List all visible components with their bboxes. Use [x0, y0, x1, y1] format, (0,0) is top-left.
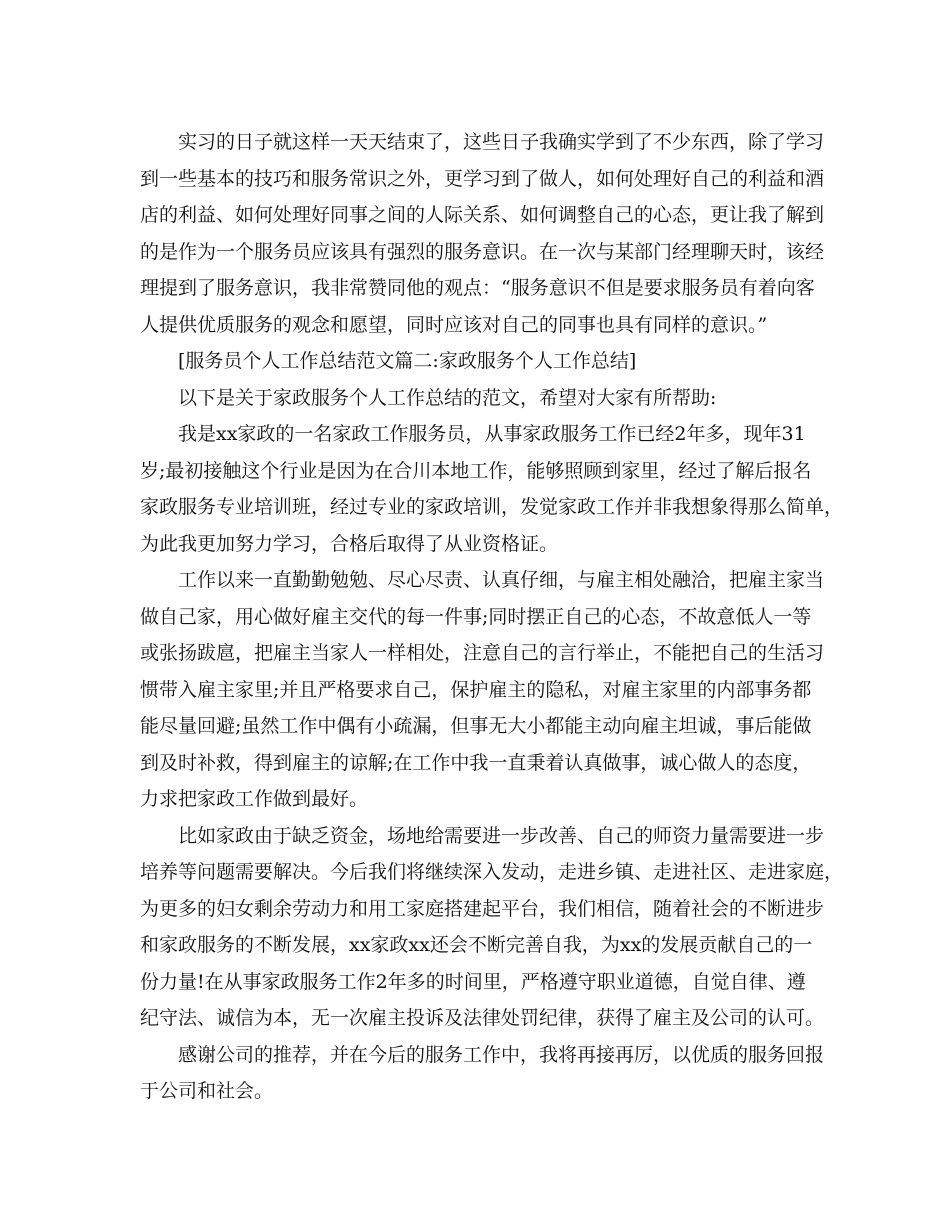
- text-line: 于公司和社会。: [140, 1080, 274, 1102]
- text-line: 岁;最初接触这个行业是因为在合川本地工作，能够照顾到家里，经过了解后报名: [140, 459, 812, 482]
- paragraph-background: [140, 416, 844, 562]
- text-line: 惯带入雇主家里;并且严格要求自己，保护雇主的隐私，对雇主家里的内部事务都: [140, 678, 812, 701]
- text-line: 培养等问题需要解决。今后我们将继续深入发动，走进乡镇、走进社区、走进家庭，: [140, 861, 844, 883]
- paragraph-section-heading: [140, 343, 820, 380]
- text-line: 做自己家，用心做好雇主交代的每一件事;同时摆正自己的心态，不故意低人一等: [140, 605, 812, 628]
- text-line: 纪守法、诚信为本，无一次雇主投诉及法律处罚纪律，获得了雇主及公司的认可。: [140, 1007, 825, 1029]
- paragraph-internship-summary: [140, 124, 825, 343]
- text-line: 为更多的妇女剩余劳动力和用工家庭搭建起平台，我们相信，随着社会的不断进步: [140, 897, 825, 920]
- paragraph-intro: [140, 380, 820, 417]
- text-line: 力求把家政工作做到最好。: [140, 788, 369, 810]
- text-line: 为此我更加努力学习，合格后取得了从业资格证。: [140, 532, 559, 555]
- text-line: 到及时补救，得到雇主的谅解;在工作中我一直秉着认真做事，诚心做人的态度，: [140, 751, 812, 774]
- text-line: 实习的日子就这样一天天结束了，这些日子我确实学到了不少东西，除了学习: [178, 131, 825, 153]
- text-line: 我是xx家政的一名家政工作服务员，从事家政服务工作已经2年多，现年31: [178, 423, 806, 445]
- text-line: 店的利益、如何处理好同事之间的人际关系、如何调整自己的心态，更让我了解到: [140, 204, 825, 226]
- text-line: 感谢公司的推荐，并在今后的服务工作中，我将再接再厉，以优质的服务回报: [178, 1043, 825, 1066]
- text-line: 比如家政由于缺乏资金，场地给需要进一步改善、自己的师资力量需要进一步: [178, 824, 825, 847]
- text-line: 家政服务专业培训班，经过专业的家政培训，发觉家政工作并非我想象得那么简单，: [140, 496, 844, 518]
- paragraph-work-attitude: [140, 562, 825, 818]
- text-line: 或张扬跋扈，把雇主当家人一样相处，注意自己的言行举止，不能把自己的生活习: [140, 642, 825, 664]
- text-line: 理提到了服务意识，我非常赞同他的观点：“服务意识不但是要求服务员有着向客: [140, 277, 815, 299]
- text-line: 的是作为一个服务员应该具有强烈的服务意识。在一次与某部门经理聊天时，该经: [140, 240, 825, 263]
- paragraph-future-plans: [140, 818, 844, 1037]
- text-line: 能尽量回避;虽然工作中偶有小疏漏，但事无大小都能主动向雇主坦诚，事后能做: [140, 715, 812, 737]
- text-line: 工作以来一直勤勤勉勉、尽心尽责、认真仔细，与雇主相处融洽，把雇主家当: [178, 569, 825, 591]
- text-line: 到一些基本的技巧和服务常识之外，更学习到了做人，如何处理好自己的利益和酒: [140, 167, 825, 190]
- paragraph-thanks: [140, 1037, 825, 1110]
- section-heading: [服务员个人工作总结范文篇二:家政服务个人工作总结]: [178, 350, 637, 372]
- text-line: 和家政服务的不断发展，xx家政xx还会不断完善自我，为xx的发展贡献自己的一: [140, 934, 813, 956]
- text-line: 以下是关于家政服务个人工作总结的范文，希望对大家有所帮助:: [178, 386, 717, 409]
- text-line: 份力量!在从事家政服务工作2年多的时间里，严格遵守职业道德，自觉自律、遵: [140, 970, 806, 993]
- document-body: [140, 124, 844, 1110]
- text-line: 人提供优质服务的观念和愿望，同时应该对自己的同事也具有同样的意识。”: [140, 313, 768, 336]
